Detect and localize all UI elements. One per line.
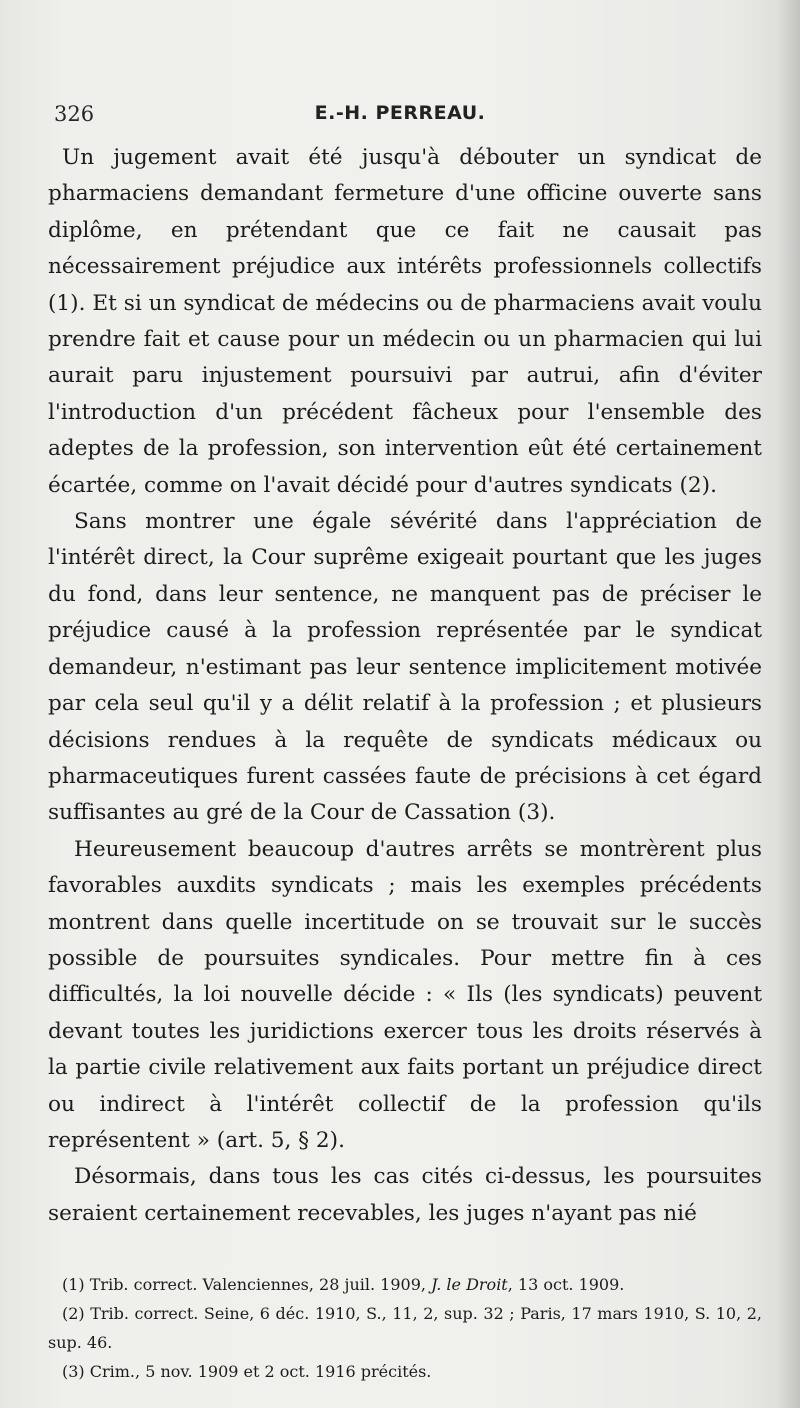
footnote-2-text: (2) Trib. correct. Seine, 6 déc. 1910, S., 11, 2, sup. 32 ; Paris, 17 mars 1910, S. 10, 2, sup. 46. <box>48 1304 762 1352</box>
page-edge-shadow <box>778 0 800 1408</box>
footnote-1 <box>48 1270 762 1299</box>
footnote-1-journal: J. le Droit <box>431 1275 508 1294</box>
page-number: 326 <box>54 102 95 126</box>
footnote-1-text: (1) Trib. correct. Valenciennes, 28 juil. 1909, <box>62 1275 432 1294</box>
footnote-3-text: (3) Crim., 5 nov. 1909 et 2 oct. 1916 précités. <box>62 1362 432 1381</box>
footnote-3 <box>48 1357 762 1386</box>
running-head: E.-H. PERREAU. <box>314 102 486 124</box>
footnote-1-date: , 13 oct. 1909. <box>507 1275 625 1294</box>
main-text <box>48 140 762 1232</box>
paragraph-2: Sans montrer une égale sévérité dans l'appréciation de l'intérêt direct, la Cour suprême exigeait pourtant que les juges du fond, dans leur sentence, ne manquent pas de préciser le préjudice causé à la profession représentée par le syndicat demandeur, n'estimant pas leur sentence implicitement motivée par cela seul qu'il y a délit relatif à la profession ; et plusieurs décisions rendues à la requête de syndicats médicaux ou pharmaceutiques furent cassées faute de précisions à cet égard suffisantes au gré de la Cour de Cassation (3). <box>48 509 762 826</box>
footnotes <box>48 1270 762 1386</box>
paragraph-4: Désormais, dans tous les cas cités ci-dessus, les poursuites seraient certainement recevables, les juges n'ayant pas nié <box>48 1164 762 1226</box>
paragraph-3: Heureusement beaucoup d'autres arrêts se montrèrent plus favorables auxdits syndicats ; mais les exemples précédents montrent dans quelle incertitude on se trouvait sur le succès possible de poursuites syndicales. Pour mettre fin à ces difficultés, la loi nouvelle décide : « Ils (les syndicats) peuvent devant toutes les juridictions exercer tous les droits réservés à la partie civile relativement aux faits portant un préjudice direct ou indirect à l'intérêt collectif de la profession qu'ils représentent » (art. 5, § 2). <box>48 836 762 1153</box>
page-header <box>0 98 800 132</box>
footnote-2 <box>48 1299 762 1357</box>
paragraph-1: Un jugement avait été jusqu'à débouter un syndicat de pharmaciens demandant fermeture d'une officine ouverte sans diplôme, en prétendant que ce fait ne causait pas nécessairement préjudice aux intérêts professionnels collectifs (1). Et si un syndicat de médecins ou de pharmaciens avait voulu prendre fait et cause pour un médecin ou un pharmacien qui lui aurait paru injustement poursuivi par autrui, afin d'éviter l'introduction d'un précédent fâcheux pour l'ensemble des adeptes de la profession, son intervention eût été certainement écartée, comme on l'avait décidé pour d'autres syndicats (2). <box>48 145 762 498</box>
